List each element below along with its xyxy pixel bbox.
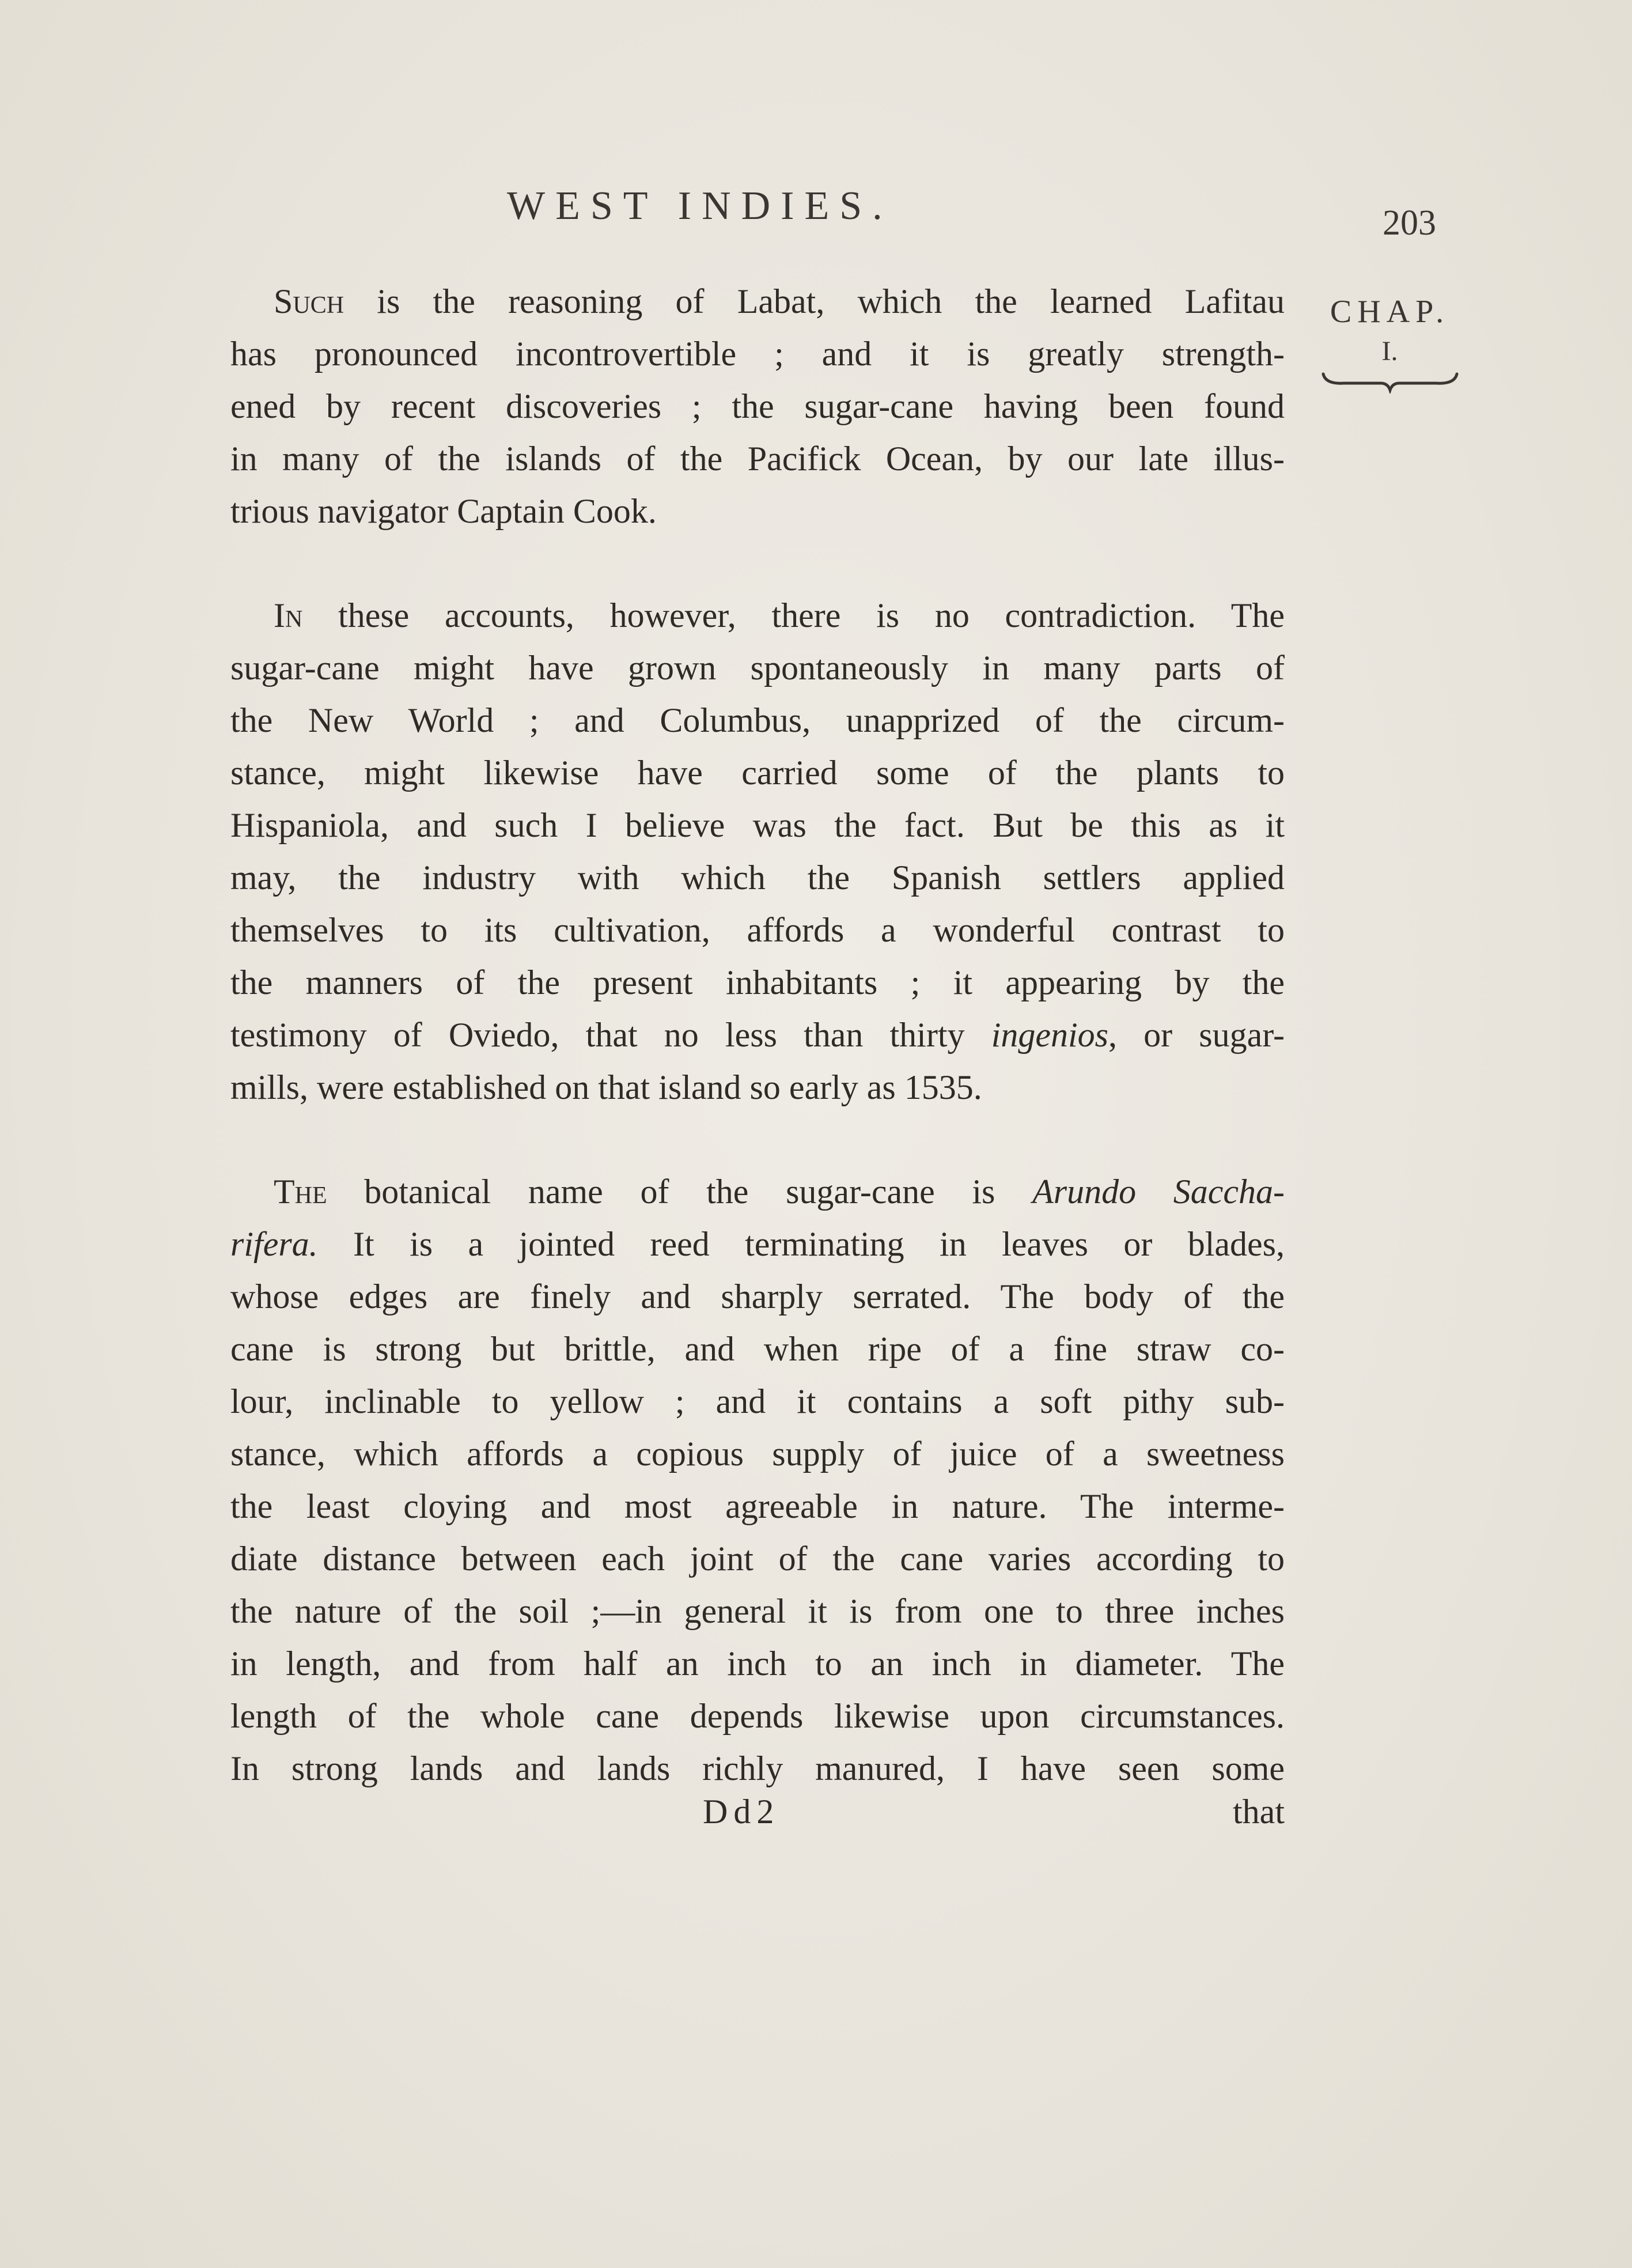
text-line: lour, inclinable to yellow ; and it contains a soft pithy sub-: [230, 1382, 1285, 1420]
text-line: themselves to its cultivation, affords a wonderful contrast to: [230, 911, 1285, 949]
text-line: mills, were established on that island so early as 1535.: [230, 1068, 982, 1106]
text-line: may, the industry with which the Spanish settlers applied: [230, 859, 1285, 897]
italic-term: Arundo Saccha-: [1032, 1173, 1285, 1211]
italic-term: ingenios: [991, 1016, 1108, 1054]
text-line: Hispaniola, and such I believe was the fact. But be this as it: [230, 806, 1285, 844]
text-line: length of the whole cane depends likewise upon circumstances.: [230, 1697, 1285, 1735]
text-line: ened by recent discoveries ; the sugar-cane having been found: [230, 387, 1285, 425]
italic-term: rifera.: [230, 1225, 318, 1263]
chapter-label: CHAP.: [1330, 294, 1450, 330]
text-line: trious navigator Captain Cook.: [230, 492, 657, 530]
text-line: in many of the islands of the Pacifick Ocean, by our late illus-: [230, 440, 1285, 478]
text-line: the manners of the present inhabitants ; it appearing by the: [230, 963, 1285, 1001]
paragraph-1: [230, 275, 1285, 538]
running-title: WEST INDIES.: [507, 184, 893, 228]
text-line: stance, which affords a copious supply of juice of a sweetness: [230, 1435, 1285, 1473]
paragraph-2: [230, 589, 1285, 1114]
chapter-margin-note: [1319, 291, 1460, 394]
paragraph-3: [230, 1166, 1285, 1795]
text-line: sugar-cane might have grown spontaneously in many parts of: [230, 649, 1285, 687]
body-text: [230, 275, 1285, 1847]
text-line: whose edges are finely and sharply serrated. The body of the: [230, 1277, 1285, 1316]
text-line: has pronounced incontrovertible ; and it is greatly strength-: [230, 335, 1285, 373]
catchword: that: [1233, 1793, 1285, 1831]
text-line: testimony of Oviedo, that no less than thirty ingenios, or sugar-: [230, 1016, 1285, 1054]
text-line: cane is strong but brittle, and when ripe of a fine straw co-: [230, 1330, 1285, 1368]
text-line: The botanical name of the sugar-cane is Arundo Saccha-: [274, 1173, 1285, 1211]
signature-mark: Dd2: [703, 1793, 780, 1831]
text-line: Such is the reasoning of Labat, which the learned Lafitau: [274, 282, 1285, 320]
text-line: in length, and from half an inch to an inch in diameter. The: [230, 1645, 1285, 1683]
text-line: stance, might likewise have carried some of the plants to: [230, 754, 1285, 792]
text-line: the least cloying and most agreeable in nature. The interme-: [230, 1487, 1285, 1525]
text-line: the nature of the soil ;—in general it is from one to three inches: [230, 1592, 1285, 1630]
page-number: 203: [1383, 203, 1436, 243]
text-line: In these accounts, however, there is no contradiction. The: [274, 596, 1285, 634]
text-line: rifera. It is a jointed reed terminating in leaves or blades,: [230, 1225, 1285, 1263]
text-line: In strong lands and lands richly manured, I have seen some: [230, 1749, 1285, 1787]
text-line: the New World ; and Columbus, unapprized of the circum-: [230, 701, 1285, 739]
brace-ornament-icon: [1321, 371, 1459, 394]
chapter-number: I.: [1381, 336, 1398, 366]
text-line: diate distance between each joint of the cane varies according to: [230, 1540, 1285, 1578]
